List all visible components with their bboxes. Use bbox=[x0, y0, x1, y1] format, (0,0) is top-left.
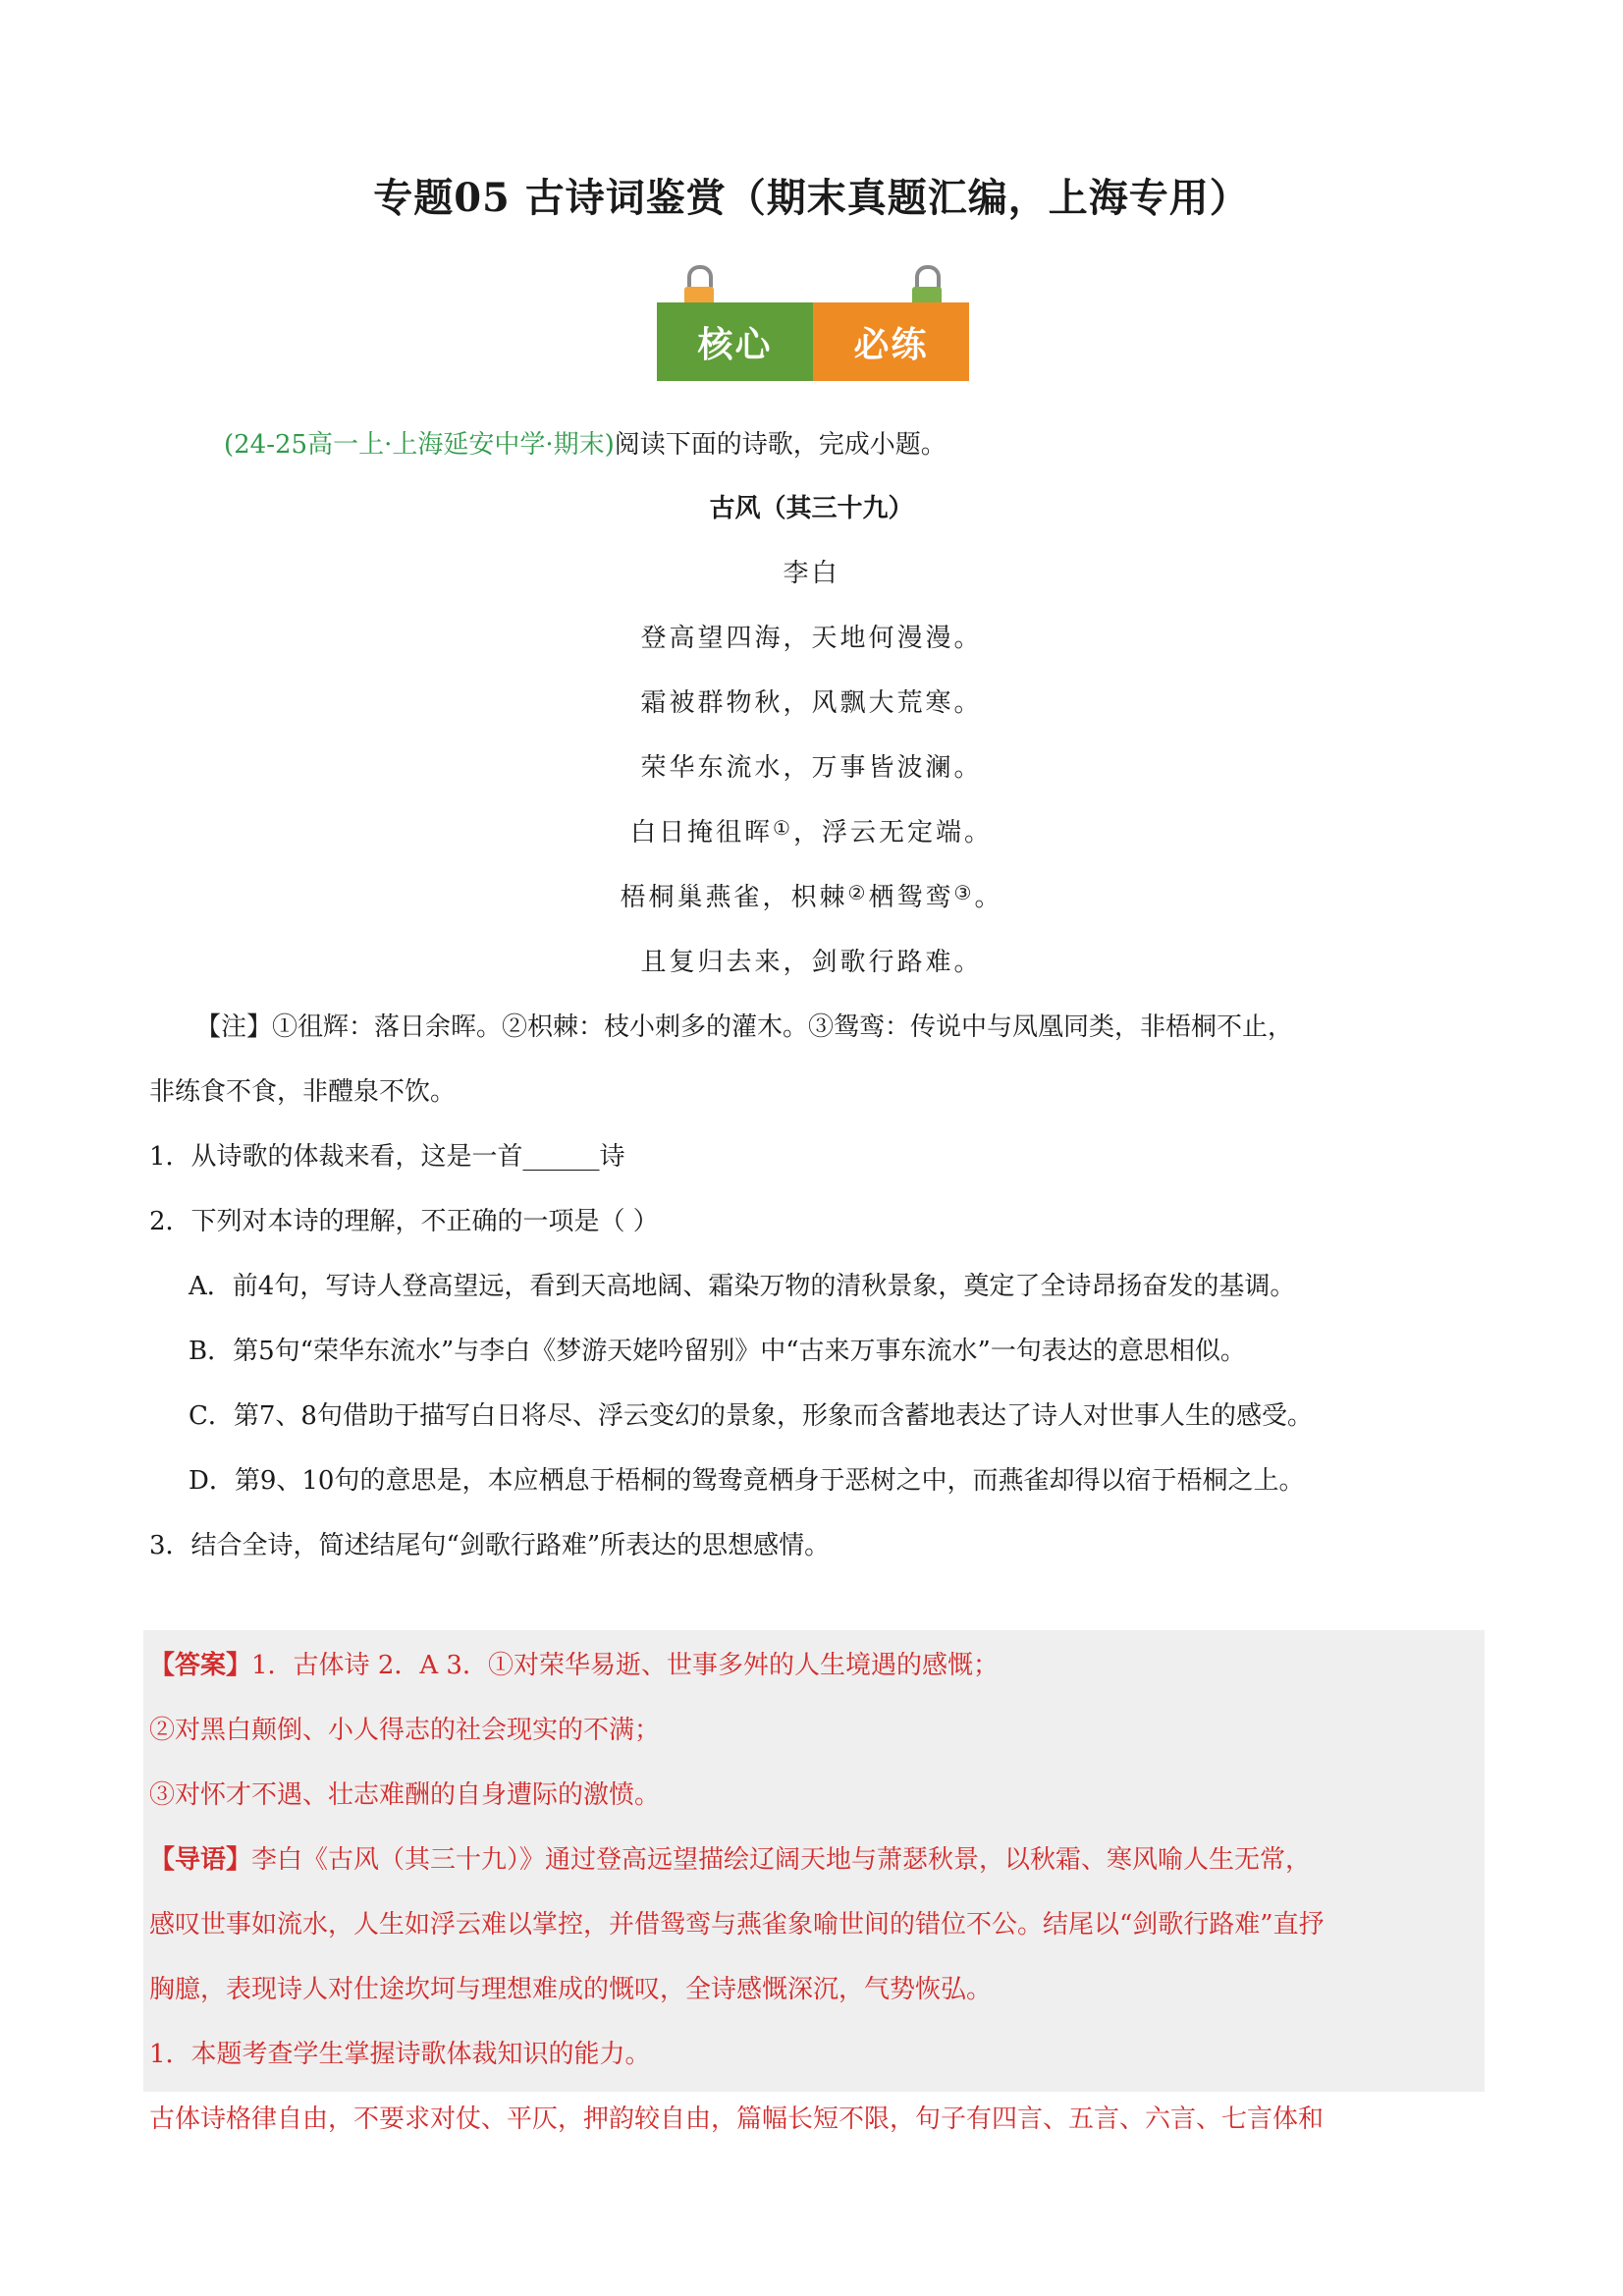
note-mark-3: ③ bbox=[953, 881, 975, 904]
answer-tag: 【答案】 bbox=[149, 1651, 252, 1680]
note-line-1: 【注】①徂辉：落日余晖。②枳棘：枝小刺多的灌木。③鸳鸾：传说中与凤凰同类，非梧桐不止， bbox=[195, 1012, 1294, 1042]
answer-line-2: ②对黑白颠倒、小人得志的社会现实的不满； bbox=[149, 1716, 661, 1745]
question-1: 1．从诗歌的体裁来看，这是一首______诗 bbox=[149, 1142, 625, 1172]
poem-line-3: 荣华东流水，万事皆波澜。 bbox=[640, 753, 983, 783]
instruction-text: 阅读下面的诗歌，完成小题。 bbox=[614, 430, 947, 460]
note-mark-1: ① bbox=[773, 816, 793, 840]
source-label: (24-25高一上·上海延安中学·期末) bbox=[224, 430, 615, 460]
option-d: D．第9、10句的意思是，本应栖息于梧桐的鸳鸯竟栖身于恶树之中，而燕雀却得以宿于梧桐之上。 bbox=[189, 1466, 1305, 1496]
badge-label-core: 核心 bbox=[657, 302, 813, 381]
poem-line-4: 白日掩徂晖①，浮云无定端。 bbox=[630, 816, 993, 847]
answer-line-3: ③对怀才不遇、壮志难酬的自身遭际的激愤。 bbox=[149, 1780, 661, 1810]
option-b: B．第5句“荣华东流水”与李白《梦游天姥吟留别》中“古来万事东流水”一句表达的意思相似。 bbox=[189, 1337, 1246, 1366]
question-2: 2．下列对本诗的理解，不正确的一项是（ ） bbox=[149, 1207, 659, 1236]
explanation-line-2: 古体诗格律自由，不要求对仗、平仄，押韵较自由，篇幅长短不限，句子有四言、五言、六言、七言体和 bbox=[149, 2105, 1325, 2134]
poem-title: 古风（其三十九） bbox=[709, 494, 914, 523]
guide-tag: 【导语】 bbox=[149, 1845, 252, 1875]
question-intro bbox=[224, 427, 947, 463]
note-line-2: 非练食不食，非醴泉不饮。 bbox=[149, 1077, 457, 1107]
guide-line-2: 感叹世事如流水，人生如浮云难以掌控，并借鸳鸾与燕雀象喻世间的错位不公。结尾以“剑歌行路难”直抒 bbox=[149, 1910, 1325, 1940]
option-a: A．前4句，写诗人登高望远，看到天高地阔、霜染万物的清秋景象，奠定了全诗昂扬奋发的基调。 bbox=[189, 1272, 1296, 1301]
note-mark-2: ② bbox=[847, 881, 869, 904]
guide-line-1: 【导语】李白《古风（其三十九）》通过登高远望描绘辽阔天地与萧瑟秋景，以秋霜、寒风喻人生无常， bbox=[149, 1845, 1312, 1875]
page-title: 专题05 古诗词鉴赏（期末真题汇编，上海专用） bbox=[373, 175, 1250, 221]
option-c: C．第7、8句借助于描写白日将尽、浮云变幻的景象，形象而含蓄地表达了诗人对世事人生的感受。 bbox=[189, 1401, 1313, 1431]
poem-line-5: 梧桐巢燕雀，枳棘②栖鸳鸾③。 bbox=[620, 881, 1003, 912]
poem-line-1: 登高望四海，天地何漫漫。 bbox=[640, 624, 983, 653]
guide-line-3: 胸臆，表现诗人对仕途坎坷与理想难成的慨叹，全诗感慨深沉，气势恢弘。 bbox=[149, 1975, 993, 2004]
question-3: 3．结合全诗，简述结尾句“剑歌行路难”所表达的思想感情。 bbox=[149, 1531, 831, 1560]
badge-label-practice: 必练 bbox=[813, 302, 969, 381]
poem-line-2: 霜被群物秋，风飘大荒寒。 bbox=[640, 688, 983, 718]
poem-author: 李白 bbox=[783, 559, 840, 588]
answer-line-1: 【答案】1．古体诗 2．A 3．①对荣华易逝、世事多舛的人生境遇的感慨； bbox=[149, 1651, 999, 1680]
poem-line-6: 且复归去来，剑歌行路难。 bbox=[640, 948, 983, 977]
explanation-line-1: 1．本题考查学生掌握诗歌体裁知识的能力。 bbox=[149, 2040, 651, 2069]
core-practice-badge bbox=[657, 265, 969, 381]
